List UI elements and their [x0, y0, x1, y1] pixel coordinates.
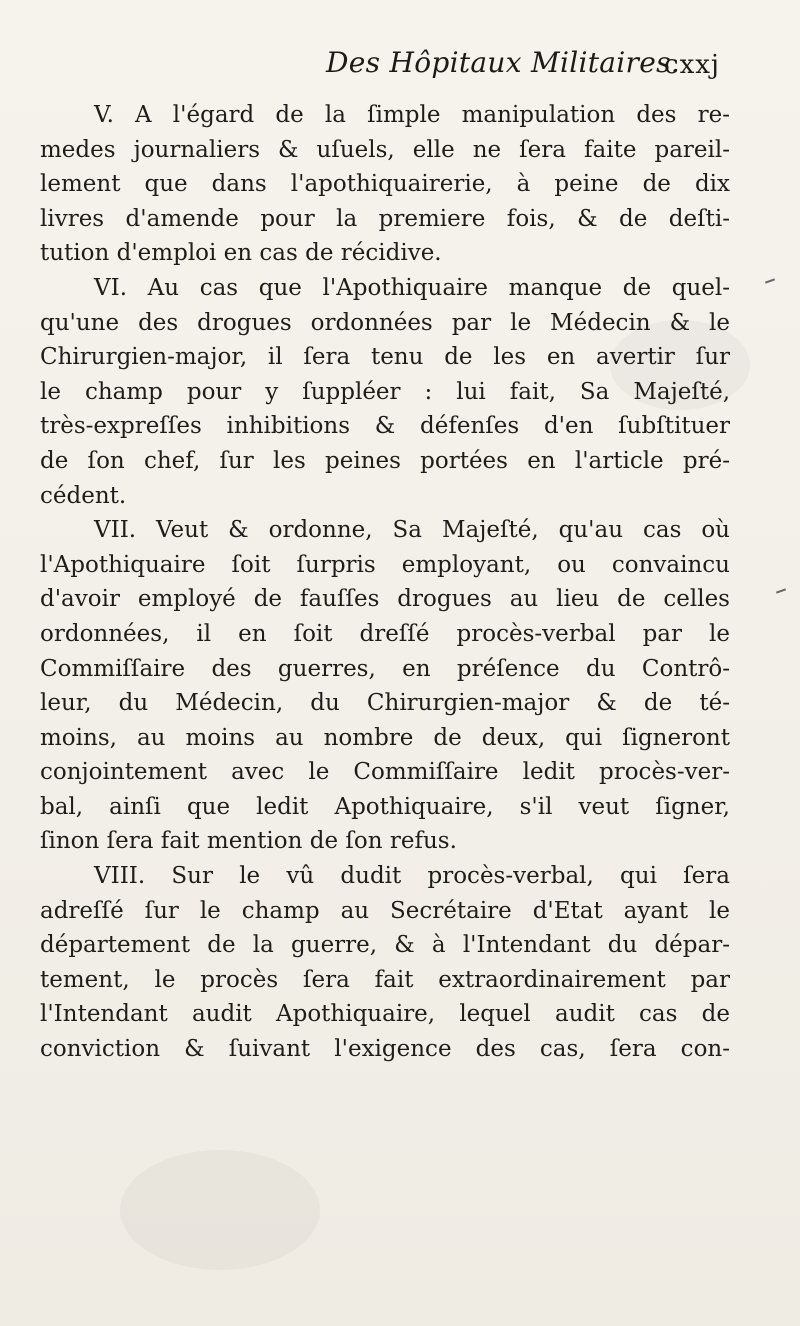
page-header — [80, 38, 770, 98]
text-line: l'Apothiquaire ſoit ſurpris employant, ou convaincu — [40, 551, 730, 578]
text-line: lement que dans l'apothiquairerie, à peine de dix — [40, 171, 730, 198]
text-line: leur, du Médecin, du Chirurgien-major & de té- — [40, 690, 730, 717]
margin-mark — [776, 588, 786, 593]
text-line: VII. Veut & ordonne, Sa Majeſté, qu'au cas où — [94, 517, 730, 544]
page-number: cxxj — [664, 50, 720, 80]
text-line: très-expreſſes inhibitions & défenſes d'en ſubſtituer — [40, 413, 730, 440]
text-line: Chirurgien-major, il ſera tenu de les en avertir ſur — [40, 344, 730, 371]
running-title: Des Hôpitaux Militaires. — [326, 46, 680, 79]
margin-mark — [765, 278, 775, 283]
text-line: bal, ainſi que ledit Apothiquaire, s'il veut ſigner, — [40, 793, 730, 820]
text-line: département de la guerre, & à l'Intendant du dépar- — [40, 932, 730, 959]
text-line: Commiſſaire des guerres, en préſence du Contrô- — [40, 655, 730, 682]
text-line: l'Intendant audit Apothiquaire, lequel audit cas de — [40, 1001, 730, 1028]
paper-stain — [120, 1150, 320, 1270]
text-line: tement, le procès ſera fait extraordinairement par — [40, 966, 730, 993]
text-line: tution d'emploi en cas de récidive. — [40, 240, 442, 267]
text-line: qu'une des drogues ordonnées par le Médecin & le — [40, 309, 730, 336]
text-line: moins, au moins au nombre de deux, qui ſigneront — [40, 724, 730, 751]
text-line: ſinon ſera fait mention de ſon refus. — [40, 828, 457, 855]
text-line: livres d'amende pour la premiere fois, & de deſti- — [40, 205, 730, 232]
body-text — [40, 98, 730, 1067]
text-line: VIII. Sur le vû dudit procès-verbal, qui ſera — [94, 863, 730, 890]
text-line: medes journaliers & uſuels, elle ne ſera faite pareil- — [40, 136, 730, 163]
text-line: V. A l'égard de la ſimple manipulation des re- — [94, 102, 730, 128]
text-line: conjointement avec le Commiſſaire ledit procès-ver- — [40, 759, 730, 786]
text-line: conviction & ſuivant l'exigence des cas, ſera con- — [40, 1036, 730, 1063]
text-line: d'avoir employé de fauſſes drogues au lieu de celles — [40, 586, 730, 613]
text-line: ordonnées, il en ſoit dreſſé procès-verbal par le — [40, 620, 730, 647]
text-line: le champ pour y ſuppléer : lui fait, Sa Majeſté, — [40, 378, 730, 405]
text-line: adreſſé ſur le champ au Secrétaire d'Etat ayant le — [40, 897, 730, 924]
text-line: VI. Au cas que l'Apothiquaire manque de quel- — [94, 274, 730, 301]
text-line: de ſon chef, ſur les peines portées en l'article pré- — [40, 447, 730, 474]
text-line: cédent. — [40, 482, 127, 509]
